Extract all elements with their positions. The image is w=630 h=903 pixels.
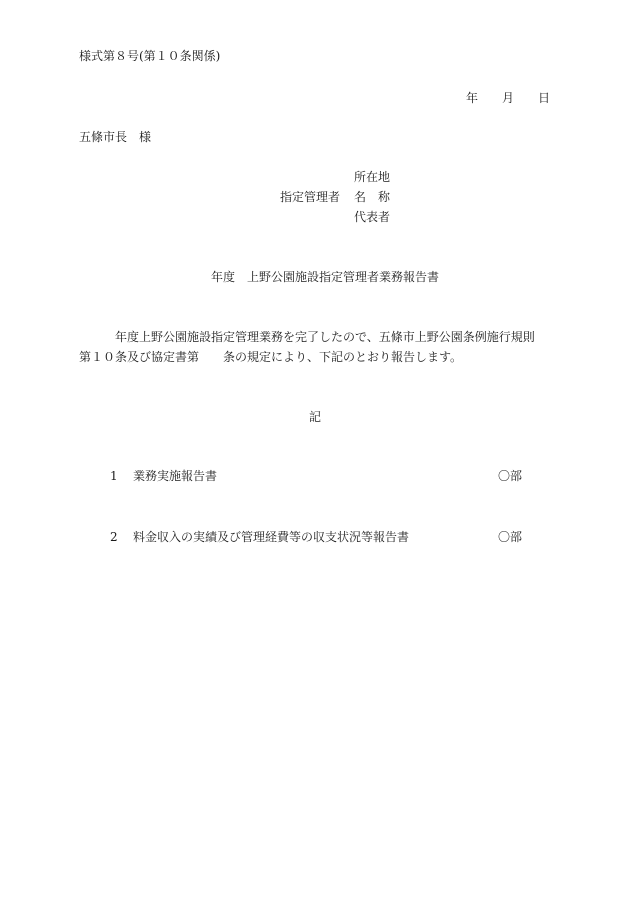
item-number: 1 — [110, 469, 118, 483]
body-text-line-1: 年度上野公園施設指定管理業務を完了したので、五條市上野公園条例施行規則 — [115, 330, 535, 344]
item-copy-count: 〇部 — [498, 469, 523, 483]
item-copy-count: 〇部 — [498, 530, 523, 544]
item-number: 2 — [110, 530, 118, 544]
addressee: 五條市長 様 — [79, 130, 152, 144]
sender-role: 指定管理者 — [280, 190, 341, 204]
item-label: 業務実施報告書 — [133, 469, 218, 483]
body-text-line-2: 第１０条及び協定書第 条の規定により、下記のとおり報告します。 — [79, 350, 463, 364]
item-label: 料金収入の実績及び管理経費等の収支状況等報告書 — [133, 530, 410, 544]
sender-representative-label: 代表者 — [354, 210, 391, 224]
sender-address-label: 所在地 — [354, 170, 391, 184]
date-line: 年 月 日 — [466, 91, 551, 105]
document-title: 年度 上野公園施設指定管理者業務報告書 — [211, 270, 440, 284]
sender-name-label: 名 称 — [354, 190, 391, 204]
ki-heading: 記 — [309, 410, 322, 424]
sender-block — [280, 171, 440, 231]
form-number: 様式第８号(第１０条関係) — [79, 49, 221, 63]
